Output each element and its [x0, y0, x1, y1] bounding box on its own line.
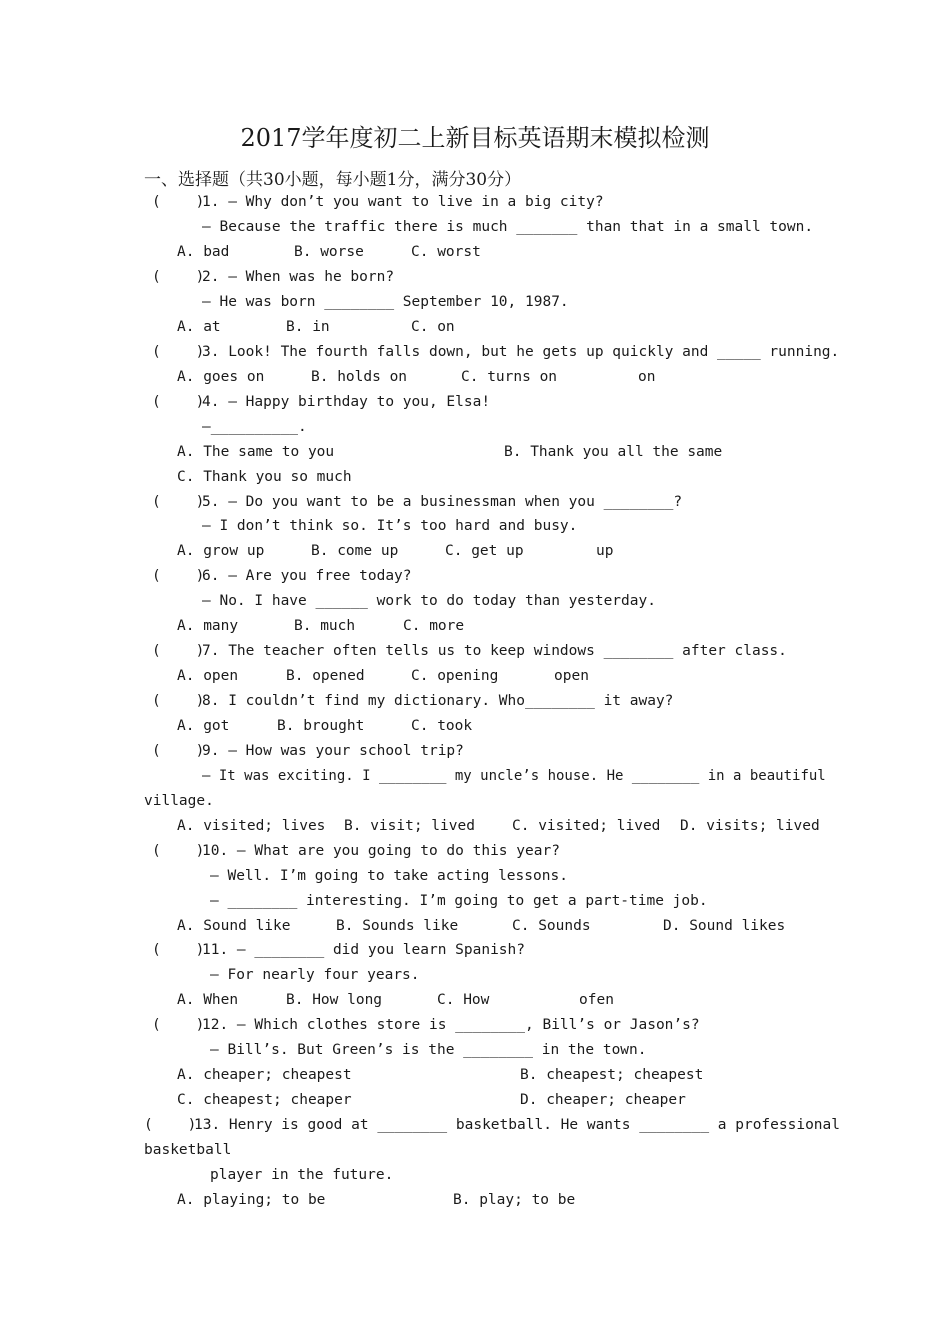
- q10-option-b: B. Sounds like: [336, 918, 459, 934]
- q13-option-b: B. play; to be: [453, 1192, 576, 1208]
- q10-option-d: D. Sound likes: [663, 918, 786, 934]
- q3-option-c: C. turns on: [461, 369, 558, 385]
- question-12-reply: — Bill’s. But Green’s is the ________ in the town.: [210, 1042, 647, 1058]
- q5-option-a: A. grow up: [177, 543, 265, 559]
- answer-bracket: ( ): [152, 344, 205, 360]
- answer-bracket: ( ): [152, 743, 205, 759]
- q9-option-c: C. visited; lived: [512, 818, 661, 834]
- q13-option-a: A. playing; to be: [177, 1192, 326, 1208]
- q7-option-c: C. opening: [411, 668, 499, 684]
- question-10-reply-2: — ________ interesting. I’m going to get a part-time job.: [210, 893, 708, 909]
- q1-option-c: C. worst: [411, 244, 481, 260]
- q9-option-d: D. visits; lived: [680, 818, 820, 834]
- question-8-stem: 8. I couldn’t find my dictionary. Who________ it away?: [202, 693, 674, 709]
- q1-option-b: B. worse: [294, 244, 364, 260]
- q11-option-a: A. When: [177, 992, 239, 1008]
- q7-option-d: open: [554, 668, 589, 684]
- q10-option-a: A. Sound like: [177, 918, 291, 934]
- question-9-reply-continued: village.: [144, 793, 214, 809]
- question-5-stem: 5. — Do you want to be a businessman when you ________?: [202, 494, 683, 510]
- question-4-reply: —__________.: [202, 419, 307, 435]
- question-13-stem: 13. Henry is good at ________ basketball. He wants ________ a professional: [194, 1117, 841, 1133]
- question-11-reply: — For nearly four years.: [210, 967, 420, 983]
- question-2-stem: 2. — When was he born?: [202, 269, 395, 285]
- q9-option-b: B. visit; lived: [344, 818, 475, 834]
- q8-option-a: A. got: [177, 718, 230, 734]
- q4-option-c: C. Thank you so much: [177, 469, 352, 485]
- answer-bracket: ( ): [152, 269, 205, 285]
- answer-bracket: ( ): [152, 1017, 205, 1033]
- question-13-stem-continued: basketball: [144, 1142, 232, 1158]
- q8-option-b: B. brought: [277, 718, 365, 734]
- question-6-stem: 6. — Are you free today?: [202, 568, 412, 584]
- answer-bracket: ( ): [152, 643, 205, 659]
- q5-option-c: C. get up: [445, 543, 524, 559]
- question-1-stem: 1. — Why don’t you want to live in a big city?: [202, 194, 604, 210]
- question-11-stem: 11. — ________ did you learn Spanish?: [202, 942, 526, 958]
- q12-option-c: C. cheapest; cheaper: [177, 1092, 352, 1108]
- q1-option-a: A. bad: [177, 244, 230, 260]
- q2-option-b: B. in: [286, 319, 330, 335]
- q6-option-a: A. many: [177, 618, 239, 634]
- q2-option-a: A. at: [177, 319, 221, 335]
- q9-option-a: A. visited; lives: [177, 818, 326, 834]
- q12-option-b: B. cheapest; cheapest: [520, 1067, 704, 1083]
- q11-option-d: ofen: [579, 992, 614, 1008]
- q6-option-c: C. more: [403, 618, 465, 634]
- question-6-reply: — No. I have ______ work to do today than yesterday.: [202, 593, 656, 609]
- question-9-reply: — It was exciting. I ________ my uncle’s house. He ________ in a beautiful: [202, 768, 826, 784]
- section-heading: 一、选择题（共30小题，每小题1分，满分30分）: [144, 170, 522, 190]
- question-3-stem: 3. Look! The fourth falls down, but he gets up quickly and _____ running.: [202, 344, 840, 360]
- question-10-reply: — Well. I’m going to take acting lessons.: [210, 868, 568, 884]
- q10-option-c: C. Sounds: [512, 918, 591, 934]
- answer-bracket: ( ): [152, 568, 205, 584]
- answer-bracket: ( ): [152, 693, 205, 709]
- q12-option-d: D. cheaper; cheaper: [520, 1092, 686, 1108]
- answer-bracket: ( ): [152, 843, 205, 859]
- question-5-reply: — I don’t think so. It’s too hard and busy.: [202, 518, 578, 534]
- q3-option-b: B. holds on: [311, 369, 408, 385]
- q5-option-d: up: [596, 543, 614, 559]
- answer-bracket: ( ): [152, 194, 205, 210]
- q3-option-d: on: [638, 369, 656, 385]
- answer-bracket: ( ): [152, 394, 205, 410]
- answer-bracket: ( ): [152, 942, 205, 958]
- q2-option-c: C. on: [411, 319, 455, 335]
- q7-option-a: A. open: [177, 668, 239, 684]
- q11-option-b: B. How long: [286, 992, 383, 1008]
- q4-option-a: A. The same to you: [177, 444, 335, 460]
- answer-bracket: ( ): [152, 494, 205, 510]
- q8-option-c: C. took: [411, 718, 473, 734]
- q7-option-b: B. opened: [286, 668, 365, 684]
- question-7-stem: 7. The teacher often tells us to keep windows ________ after class.: [202, 643, 787, 659]
- question-1-reply: — Because the traffic there is much _______ than that in a small town.: [202, 219, 814, 235]
- question-9-stem: 9. — How was your school trip?: [202, 743, 464, 759]
- question-13-stem-continued-2: player in the future.: [210, 1167, 394, 1183]
- answer-bracket: ( ): [144, 1117, 197, 1133]
- q12-option-a: A. cheaper; cheapest: [177, 1067, 352, 1083]
- question-4-stem: 4. — Happy birthday to you, Elsa!: [202, 394, 491, 410]
- question-10-stem: 10. — What are you going to do this year?: [202, 843, 560, 859]
- q4-option-b: B. Thank you all the same: [504, 444, 723, 460]
- q6-option-b: B. much: [294, 618, 356, 634]
- q3-option-a: A. goes on: [177, 369, 265, 385]
- page-title: 2017学年度初二上新目标英语期末模拟检测: [240, 124, 710, 152]
- question-2-reply: — He was born ________ September 10, 1987.: [202, 294, 569, 310]
- q11-option-c: C. How: [437, 992, 490, 1008]
- question-12-stem: 12. — Which clothes store is ________, Bill’s or Jason’s?: [202, 1017, 700, 1033]
- q5-option-b: B. come up: [311, 543, 399, 559]
